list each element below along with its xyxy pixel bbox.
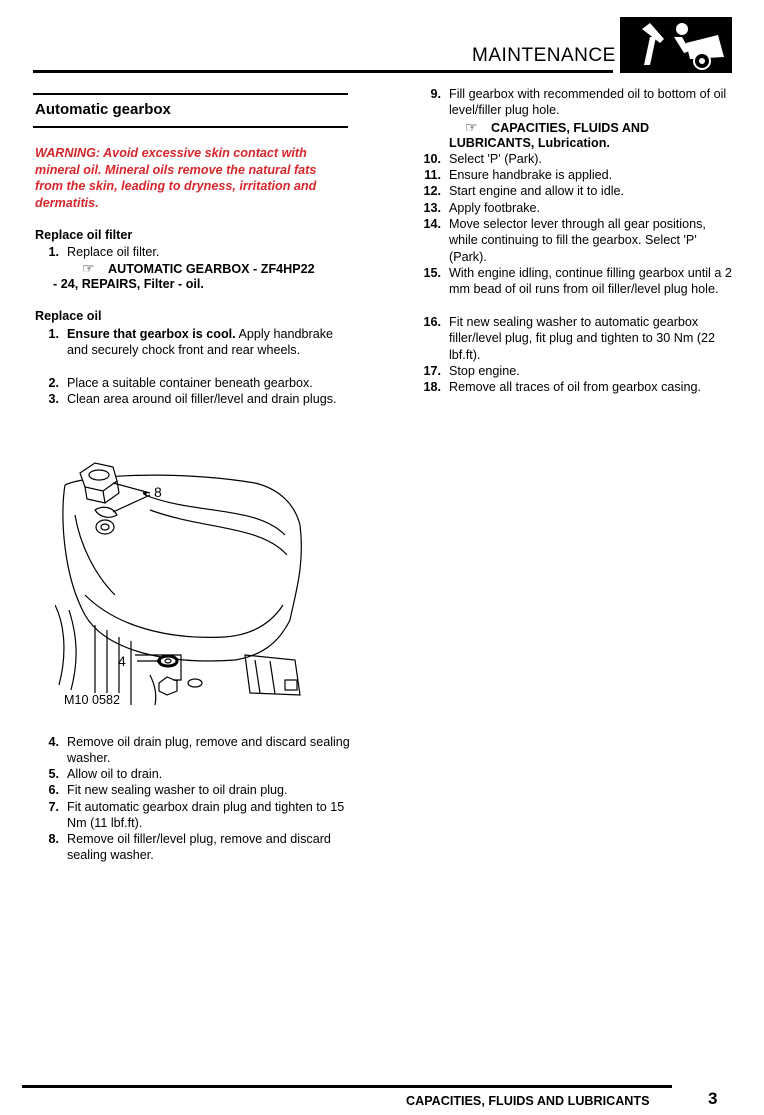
pointing-hand-icon: ☞: [465, 119, 478, 135]
step-number: 6.: [48, 783, 59, 797]
step-text: Fit automatic gearbox drain plug and tighten to 15 Nm (11 lbf.ft).: [67, 800, 345, 831]
footer-section-title: CAPACITIES, FLUIDS AND LUBRICANTS: [406, 1094, 650, 1108]
step-text: Fit new sealing washer to oil drain plug.: [67, 783, 288, 797]
step-text: Start engine and allow it to idle.: [449, 184, 625, 198]
step-text: Clean area around oil filler/level and drain plugs.: [67, 392, 337, 406]
step-text: Ensure handbrake is applied.: [449, 168, 613, 182]
step-text: With engine idling, continue filling gearbox until a 2 mm bead of oil runs from oil filler/level plug hole.: [449, 266, 732, 297]
step-text: Stop engine.: [449, 364, 520, 378]
step-number: 12.: [423, 184, 441, 198]
step-number: 1.: [48, 327, 59, 341]
filter-heading: Replace oil filter: [35, 228, 133, 242]
step-text: Allow oil to drain.: [67, 767, 163, 781]
page-number: 3: [708, 1089, 718, 1108]
lubrication-reference[interactable]: [465, 119, 649, 136]
step-number: 7.: [48, 800, 59, 814]
step-number: 8.: [48, 832, 59, 846]
header-rule: [33, 70, 613, 73]
step-number: 5.: [48, 767, 59, 781]
lubrication-reference-cont[interactable]: LUBRICANTS, Lubrication.: [449, 136, 610, 150]
step-number: 2.: [48, 376, 59, 390]
step-number: 11.: [424, 168, 441, 182]
section-title: Automatic gearbox: [35, 101, 171, 118]
step-text-bold: Ensure that gearbox is cool.: [67, 327, 236, 341]
figure-code: M10 0582: [64, 693, 121, 707]
step-text: Place a suitable container beneath gearbox.: [67, 376, 313, 390]
step-text-rest: Apply handbrake and securely chock front and rear wheels.: [67, 327, 333, 358]
step-number: 14.: [423, 217, 441, 231]
step-text: [67, 326, 352, 359]
section-rule-bottom: [33, 126, 348, 128]
pointing-hand-icon: ☞: [82, 260, 95, 276]
warning-text: WARNING: Avoid excessive skin contact with mineral oil. Mineral oils remove the natural fats from the skin, leading to dryness, irritation and dermatitis.: [35, 146, 317, 210]
page-header-title: MAINTENANCE: [472, 45, 616, 66]
step-number: 18.: [423, 380, 441, 394]
step-number: 16.: [423, 315, 441, 329]
step-number: 4.: [48, 735, 59, 749]
step-text: Remove oil filler/level plug, remove and discard sealing washer.: [67, 832, 331, 863]
maintenance-logo-icon: [620, 17, 732, 73]
step-number: 13.: [423, 201, 441, 215]
step-text: Select 'P' (Park).: [449, 152, 542, 166]
step-text: Fit new sealing washer to automatic gearbox filler/level plug, fit plug and tighten to 30 Nm (22 lbf.ft).: [449, 315, 716, 362]
section-rule-top: [33, 93, 348, 95]
step-text: Fill gearbox with recommended oil to bottom of oil level/filler plug hole.: [449, 87, 727, 118]
callout-4-label: 4: [118, 653, 126, 669]
step-number: 10.: [423, 152, 441, 166]
reference-line-1: AUTOMATIC GEARBOX - ZF4HP22: [108, 262, 315, 276]
step-number: 15.: [423, 266, 441, 280]
oil-heading: Replace oil: [35, 309, 102, 323]
step-number: 9.: [430, 87, 441, 101]
step-number: 3.: [48, 392, 59, 406]
gearbox-figure: [55, 455, 310, 715]
filter-reference-cont[interactable]: - 24, REPAIRS, Filter - oil.: [53, 277, 204, 291]
step-text: Remove oil drain plug, remove and discard sealing washer.: [67, 735, 350, 766]
footer-rule: [22, 1085, 672, 1088]
step-text: Move selector lever through all gear positions, while continuing to fill the gearbox. Select 'P' (Park).: [449, 217, 706, 264]
step-text: Remove all traces of oil from gearbox casing.: [449, 380, 701, 394]
step-number: 1.: [48, 245, 59, 259]
filter-reference[interactable]: [82, 260, 315, 277]
step-text: Apply footbrake.: [449, 201, 541, 215]
callout-8-label: 8: [154, 484, 162, 500]
reference-line-1: CAPACITIES, FLUIDS AND: [491, 121, 650, 135]
step-number: 17.: [423, 364, 441, 378]
step-text: Replace oil filter.: [67, 245, 160, 259]
